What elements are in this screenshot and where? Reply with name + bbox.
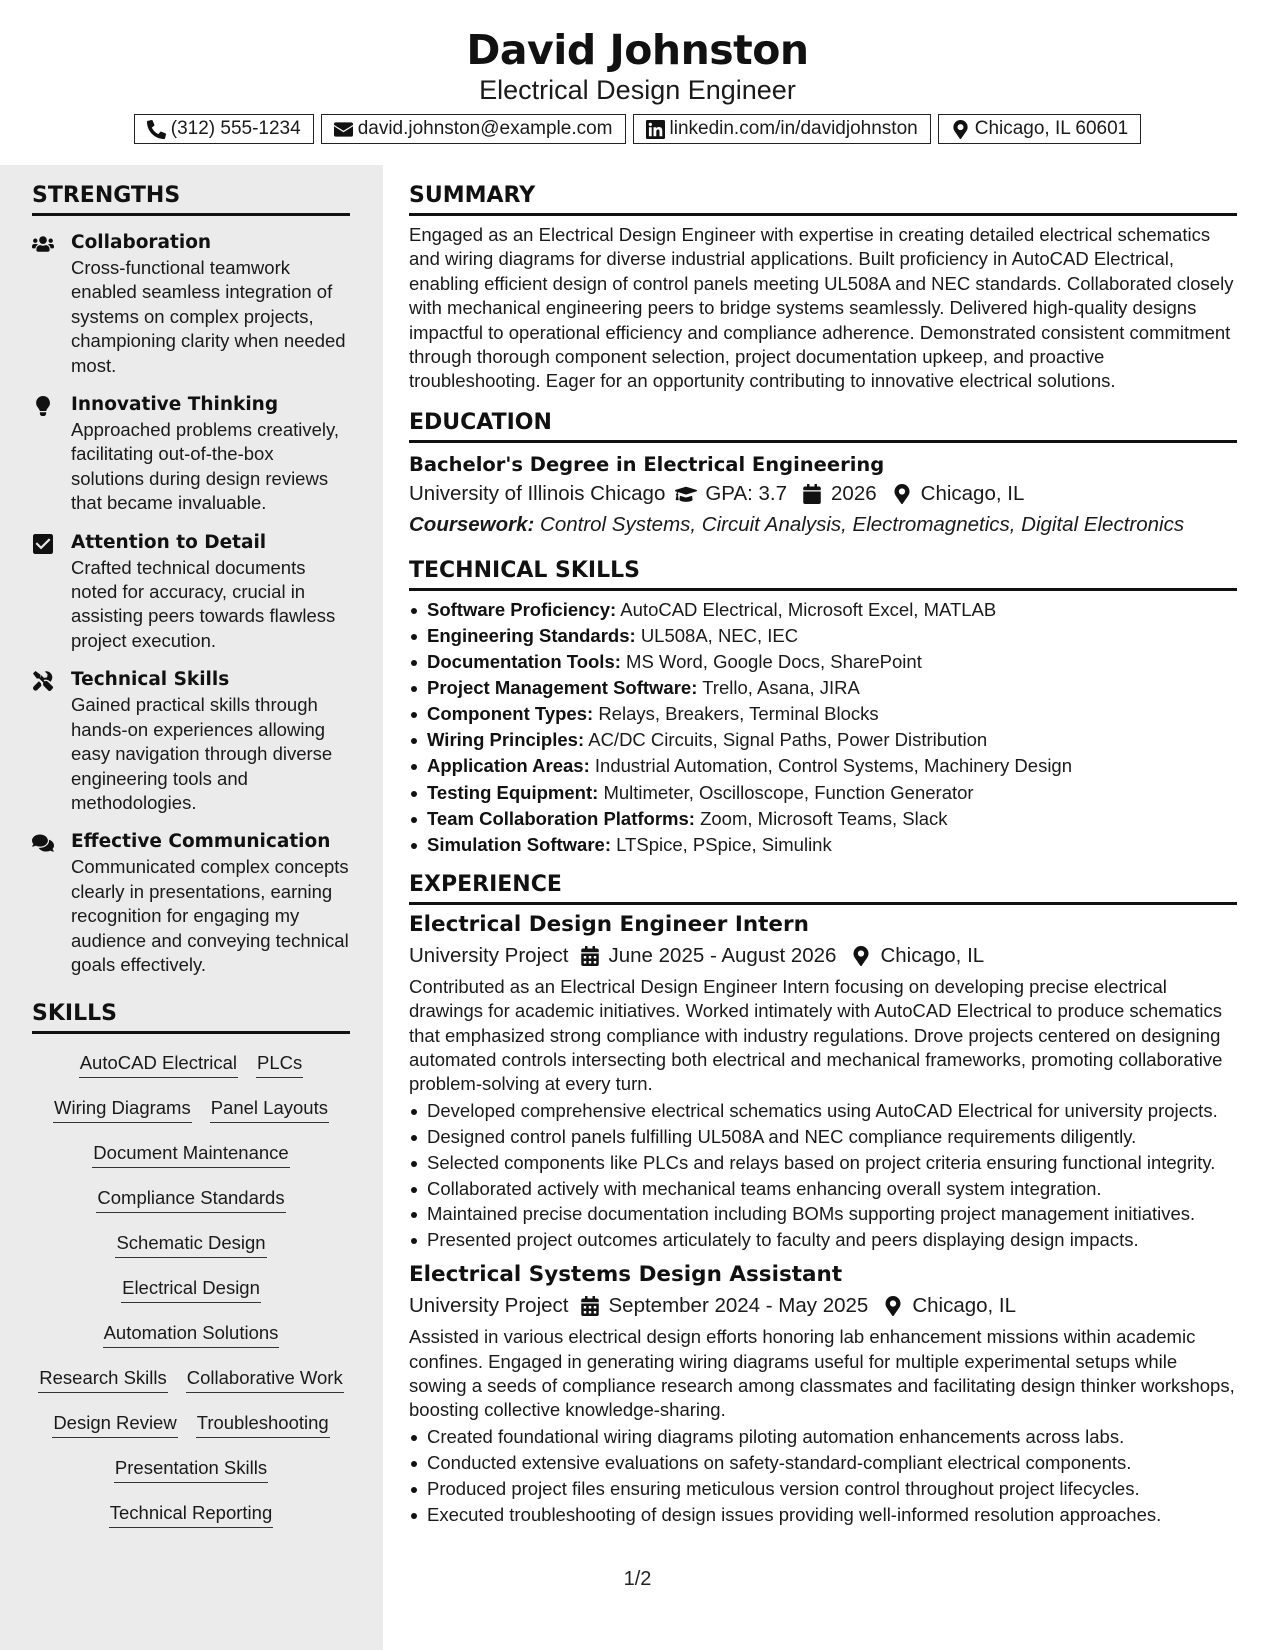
school-name: University of Illinois Chicago bbox=[409, 481, 666, 505]
map-pin-icon bbox=[882, 1296, 904, 1316]
linkedin-text: linkedin.com/in/davidjohnston bbox=[669, 118, 918, 139]
skills-list bbox=[32, 1044, 350, 1539]
skill-tag: Presentation Skills bbox=[114, 1455, 268, 1483]
technical-skills-list bbox=[409, 597, 1237, 858]
candidate-name: David Johnston bbox=[466, 26, 809, 74]
main-content bbox=[383, 165, 1275, 1650]
list-item: Maintained precise documentation including BOMs supporting project management initiatives. bbox=[409, 1201, 1237, 1227]
skill-tag: Technical Reporting bbox=[109, 1500, 273, 1528]
job-dates: June 2025 - August 2026 bbox=[608, 943, 837, 967]
list-item: Executed troubleshooting of design issues providing well-informed resolution approaches. bbox=[409, 1502, 1237, 1528]
graduation-cap-icon bbox=[675, 484, 697, 504]
list-item: Team Collaboration Platforms: Zoom, Microsoft Teams, Slack bbox=[409, 806, 1237, 832]
skill-tag: Automation Solutions bbox=[103, 1320, 280, 1348]
contact-location bbox=[938, 114, 1142, 144]
experience-section bbox=[409, 870, 1237, 1528]
technical-skills-section bbox=[409, 556, 1237, 858]
strength-item bbox=[32, 667, 350, 815]
skill-tag: Panel Layouts bbox=[210, 1095, 329, 1123]
list-item: Software Proficiency: AutoCAD Electrical, Microsoft Excel, MATLAB bbox=[409, 597, 1237, 623]
checkbox-icon bbox=[32, 534, 54, 554]
map-pin-icon bbox=[850, 946, 872, 966]
education-heading: EDUCATION bbox=[409, 408, 1237, 443]
job-summary: Assisted in various electrical design efforts honoring lab enhancement missions within academic confines. Engaged in generating wiring diagrams useful for multiple experimental setups while sowing a seeds of compliance research among classmates and facilitating design thinker workshops, boosting collective knowledge-sharing. bbox=[409, 1326, 1235, 1421]
job-summary: Contributed as an Electrical Design Engineer Intern focusing on developing precise electrical drawings for academic initiatives. Worked intimately with AutoCAD Electrical to produce schematics that emphasized strong compliance with industry regulations. Drove projects centered on designing automated controls intersecting both electrical and mechanical frameworks, promoting collaborative problem-solving at every turn. bbox=[409, 975, 1223, 1095]
contact-linkedin[interactable] bbox=[633, 114, 931, 144]
job-title: Electrical Systems Design Assistant bbox=[409, 1262, 843, 1288]
strength-item bbox=[32, 230, 350, 378]
coursework-list: Control Systems, Circuit Analysis, Electromagnetics, Digital Electronics bbox=[540, 512, 1185, 536]
strengths-heading: STRENGTHS bbox=[32, 181, 350, 216]
users-icon bbox=[32, 234, 54, 254]
calendar-icon bbox=[579, 1296, 601, 1316]
list-item: Simulation Software: LTSpice, PSpice, Simulink bbox=[409, 832, 1237, 858]
skill-tag: Troubleshooting bbox=[196, 1410, 330, 1438]
skills-heading: SKILLS bbox=[32, 999, 350, 1034]
job-meta bbox=[409, 1290, 1237, 1322]
list-item: Created foundational wiring diagrams piloting automation enhancements across labs. bbox=[409, 1424, 1237, 1450]
strength-title: Collaboration bbox=[71, 232, 212, 253]
job-entry bbox=[409, 910, 1237, 1253]
strength-item bbox=[32, 392, 350, 516]
education-section bbox=[409, 408, 1237, 540]
list-item: Conducted extensive evaluations on safety-standard-compliant electrical components. bbox=[409, 1450, 1237, 1476]
comments-icon bbox=[32, 833, 54, 853]
list-item: Testing Equipment: Multimeter, Oscilloscope, Function Generator bbox=[409, 780, 1237, 806]
job-bullets bbox=[409, 1098, 1237, 1253]
strength-desc: Cross-functional teamwork enabled seamless integration of systems on complex projects, championing clarity when needed most. bbox=[71, 257, 346, 376]
strength-desc: Crafted technical documents noted for accuracy, crucial in assisting peers towards flawless project execution. bbox=[71, 556, 336, 651]
strength-title: Innovative Thinking bbox=[71, 394, 279, 416]
job-location: Chicago, IL bbox=[880, 943, 985, 967]
skill-tag: Research Skills bbox=[38, 1365, 168, 1393]
list-item: Presented project outcomes articulately to faculty and peers displaying design impacts. bbox=[409, 1227, 1237, 1253]
list-item: Produced project files ensuring meticulous version control throughout project lifecycles. bbox=[409, 1476, 1237, 1502]
strength-title: Effective Communication bbox=[71, 831, 331, 853]
page-indicator: 1/2 bbox=[623, 1568, 652, 1590]
summary-text: Engaged as an Electrical Design Engineer with expertise in creating detailed electrical schematics and wiring diagrams for diverse industrial applications. Built proficiency in AutoCAD Electrical, enabling efficient design of control panels meeting UL508A and NEC standards. Collaborated closely with mechanical engineering peers to bridge systems seamlessly. Delivered high-quality designs impactful to operational efficiency and compliance adherence. Demonstrated consistent commitment through thorough component selection, project documentation upkeep, and proactive troubleshooting. Eager for an opportunity contributing to innovative electrical solutions. bbox=[409, 224, 1234, 392]
resume-header bbox=[0, 0, 1275, 165]
skill-tag: Compliance Standards bbox=[96, 1185, 285, 1213]
skill-tag: PLCs bbox=[256, 1050, 303, 1078]
degree-title: Bachelor's Degree in Electrical Engineering bbox=[409, 452, 885, 476]
strength-desc: Approached problems creatively, facilitating out-of-the-box solutions during design reviews that became invaluable. bbox=[71, 419, 340, 514]
job-meta bbox=[409, 940, 1237, 972]
strength-desc: Gained practical skills through hands-on experiences allowing easy navigation through diverse engineering tools and methodologies. bbox=[71, 694, 333, 813]
strength-item bbox=[32, 829, 350, 977]
location-text: Chicago, IL 60601 bbox=[974, 118, 1129, 139]
list-item: Developed comprehensive electrical schematics using AutoCAD Electrical for university projects. bbox=[409, 1098, 1237, 1124]
strength-title: Attention to Detail bbox=[71, 531, 267, 553]
education-meta bbox=[409, 478, 1237, 510]
list-item: Documentation Tools: MS Word, Google Docs, SharePoint bbox=[409, 649, 1237, 675]
list-item: Project Management Software: Trello, Asana, JIRA bbox=[409, 675, 1237, 701]
envelope-icon bbox=[334, 120, 353, 139]
skill-tag: Wiring Diagrams bbox=[53, 1095, 192, 1123]
skill-tag: Schematic Design bbox=[115, 1230, 266, 1258]
linkedin-icon bbox=[646, 120, 665, 139]
phone-text: (312) 555-1234 bbox=[170, 118, 301, 139]
graduation-year: 2026 bbox=[831, 481, 877, 505]
list-item: Collaborated actively with mechanical teams enhancing overall system integration. bbox=[409, 1176, 1237, 1202]
strength-title: Technical Skills bbox=[71, 669, 230, 691]
skill-tag: Design Review bbox=[52, 1410, 177, 1438]
tools-icon bbox=[32, 671, 54, 691]
job-entry bbox=[409, 1260, 1237, 1527]
skill-tag: AutoCAD Electrical bbox=[79, 1050, 238, 1078]
candidate-role: Electrical Design Engineer bbox=[479, 75, 796, 105]
list-item: Designed control panels fulfilling UL508A and NEC compliance requirements diligently. bbox=[409, 1124, 1237, 1150]
job-title: Electrical Design Engineer Intern bbox=[409, 911, 809, 937]
coursework-label: Coursework: bbox=[409, 512, 535, 536]
coursework-line bbox=[409, 510, 1237, 540]
summary-heading: SUMMARY bbox=[409, 181, 1237, 216]
phone-icon bbox=[147, 120, 166, 139]
email-text: david.johnston@example.com bbox=[357, 118, 613, 139]
map-pin-icon bbox=[891, 484, 913, 504]
lightbulb-icon bbox=[32, 396, 54, 416]
list-item: Application Areas: Industrial Automation, Control Systems, Machinery Design bbox=[409, 753, 1237, 779]
list-item: Component Types: Relays, Breakers, Terminal Blocks bbox=[409, 701, 1237, 727]
experience-heading: EXPERIENCE bbox=[409, 870, 1237, 905]
gpa-text: GPA: 3.7 bbox=[705, 481, 788, 505]
job-bullets bbox=[409, 1424, 1237, 1528]
school-location: Chicago, IL bbox=[920, 481, 1025, 505]
job-dates: September 2024 - May 2025 bbox=[608, 1294, 869, 1318]
job-org: University Project bbox=[409, 1294, 569, 1318]
technical-skills-heading: TECHNICAL SKILLS bbox=[409, 556, 1237, 591]
strength-desc: Communicated complex concepts clearly in presentations, earning recognition for engaging my audience and conveying technical goals effectively. bbox=[71, 856, 349, 975]
sidebar bbox=[0, 165, 383, 1650]
calendar-icon bbox=[801, 484, 823, 504]
contact-bar bbox=[0, 114, 1275, 144]
map-pin-icon bbox=[951, 120, 970, 139]
list-item: Engineering Standards: UL508A, NEC, IEC bbox=[409, 623, 1237, 649]
contact-phone[interactable] bbox=[134, 114, 314, 144]
skill-tag: Electrical Design bbox=[121, 1275, 261, 1303]
list-item: Selected components like PLCs and relays based on project criteria ensuring functional integrity. bbox=[409, 1150, 1237, 1176]
list-item: Wiring Principles: AC/DC Circuits, Signal Paths, Power Distribution bbox=[409, 727, 1237, 753]
calendar-icon bbox=[579, 946, 601, 966]
skill-tag: Collaborative Work bbox=[186, 1365, 344, 1393]
job-location: Chicago, IL bbox=[912, 1294, 1017, 1318]
contact-email[interactable] bbox=[321, 114, 626, 144]
strength-item bbox=[32, 530, 350, 654]
skill-tag: Document Maintenance bbox=[92, 1140, 289, 1168]
job-org: University Project bbox=[409, 943, 569, 967]
